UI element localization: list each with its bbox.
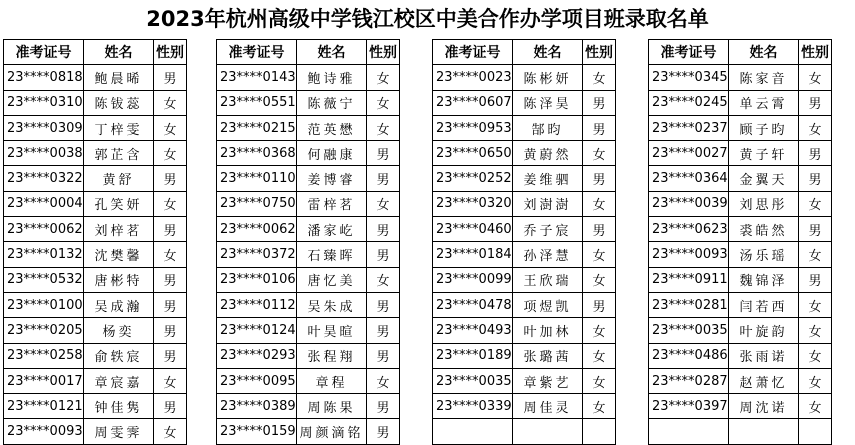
roster-table-4 xyxy=(648,39,832,445)
exam-number-cell: 23****0189 xyxy=(433,343,513,368)
gender-cell: 男 xyxy=(799,217,832,242)
exam-number-cell xyxy=(433,419,513,444)
student-name-cell: 叶加林 xyxy=(513,318,583,343)
student-name-cell: 陈泽昊 xyxy=(513,90,583,115)
gender-cell: 女 xyxy=(799,394,832,419)
gender-cell: 女 xyxy=(583,343,616,368)
student-name-cell: 陈钹蕊 xyxy=(84,90,154,115)
student-name-cell: 刘澍澍 xyxy=(513,191,583,216)
table-row xyxy=(649,343,832,368)
gender-cell: 男 xyxy=(154,343,187,368)
header-gender: 性别 xyxy=(799,40,832,65)
table-row xyxy=(433,90,616,115)
gender-cell: 男 xyxy=(799,90,832,115)
table-row xyxy=(217,292,400,317)
gender-cell: 女 xyxy=(154,90,187,115)
exam-number-cell: 23****0486 xyxy=(649,343,729,368)
exam-number-cell: 23****0112 xyxy=(217,292,297,317)
exam-number-cell: 23****0397 xyxy=(649,394,729,419)
exam-number-cell: 23****0237 xyxy=(649,115,729,140)
student-name-cell: 王欣瑞 xyxy=(513,267,583,292)
student-name-cell: 周沈诺 xyxy=(729,394,799,419)
table-row xyxy=(433,343,616,368)
student-name-cell: 鲍诗雅 xyxy=(297,65,367,90)
roster-table-1 xyxy=(3,39,187,445)
exam-number-cell xyxy=(649,419,729,444)
gender-cell: 女 xyxy=(583,368,616,393)
gender-cell xyxy=(583,419,616,444)
exam-number-cell: 23****0258 xyxy=(4,343,84,368)
gender-cell: 男 xyxy=(367,242,400,267)
header-name: 姓名 xyxy=(729,40,799,65)
exam-number-cell: 23****0184 xyxy=(433,242,513,267)
student-name-cell: 范英懋 xyxy=(297,115,367,140)
student-name-cell: 张雨诺 xyxy=(729,343,799,368)
gender-cell: 男 xyxy=(583,115,616,140)
gender-cell: 女 xyxy=(799,191,832,216)
table-row xyxy=(4,242,187,267)
table-row xyxy=(649,267,832,292)
student-name-cell: 叶昊暄 xyxy=(297,318,367,343)
student-name-cell: 周颜滴铭 xyxy=(297,419,367,444)
student-name-cell: 顾子昀 xyxy=(729,115,799,140)
exam-number-cell: 23****0245 xyxy=(649,90,729,115)
student-name-cell: 章宸嘉 xyxy=(84,368,154,393)
gender-cell: 女 xyxy=(799,368,832,393)
table-row xyxy=(649,217,832,242)
header-name: 姓名 xyxy=(297,40,367,65)
table-row xyxy=(217,419,400,444)
exam-number-cell: 23****0121 xyxy=(4,394,84,419)
student-name-cell: 黄蔚然 xyxy=(513,141,583,166)
table-row xyxy=(649,115,832,140)
student-name-cell: 沈樊馨 xyxy=(84,242,154,267)
table-row xyxy=(649,242,832,267)
table-row xyxy=(649,191,832,216)
gender-cell: 男 xyxy=(154,292,187,317)
student-name-cell: 孔笑妍 xyxy=(84,191,154,216)
table-row xyxy=(649,368,832,393)
student-name-cell: 张璐茜 xyxy=(513,343,583,368)
table-row xyxy=(4,267,187,292)
gender-cell: 男 xyxy=(367,292,400,317)
gender-cell: 男 xyxy=(154,318,187,343)
table-row xyxy=(217,90,400,115)
gender-cell: 女 xyxy=(367,65,400,90)
exam-number-cell: 23****0650 xyxy=(433,141,513,166)
student-name-cell: 黄子轩 xyxy=(729,141,799,166)
table-row xyxy=(433,242,616,267)
gender-cell: 男 xyxy=(154,65,187,90)
gender-cell: 女 xyxy=(583,242,616,267)
table-row xyxy=(217,318,400,343)
exam-number-cell: 23****0293 xyxy=(217,343,297,368)
gender-cell: 女 xyxy=(367,267,400,292)
table-row xyxy=(433,217,616,242)
gender-cell: 女 xyxy=(583,141,616,166)
exam-number-cell: 23****0062 xyxy=(217,217,297,242)
table-row xyxy=(4,419,187,444)
table-row xyxy=(433,166,616,191)
gender-cell: 男 xyxy=(367,419,400,444)
table-row xyxy=(217,191,400,216)
gender-cell: 女 xyxy=(154,368,187,393)
gender-cell: 女 xyxy=(367,90,400,115)
gender-cell: 女 xyxy=(799,292,832,317)
table-row xyxy=(649,318,832,343)
gender-cell: 女 xyxy=(583,394,616,419)
table-row xyxy=(433,115,616,140)
header-name: 姓名 xyxy=(513,40,583,65)
student-name-cell: 乔子宸 xyxy=(513,217,583,242)
gender-cell: 女 xyxy=(154,419,187,444)
student-name-cell: 周佳灵 xyxy=(513,394,583,419)
table-row xyxy=(4,115,187,140)
exam-number-cell: 23****0818 xyxy=(4,65,84,90)
student-name-cell: 孙泽慧 xyxy=(513,242,583,267)
gender-cell: 男 xyxy=(583,217,616,242)
student-name-cell: 项煜凯 xyxy=(513,292,583,317)
student-name-cell: 郭芷含 xyxy=(84,141,154,166)
student-name-cell: 俞轶宸 xyxy=(84,343,154,368)
student-name-cell: 刘梓茗 xyxy=(84,217,154,242)
student-name-cell: 周陈果 xyxy=(297,394,367,419)
student-name-cell: 张程翔 xyxy=(297,343,367,368)
gender-cell: 女 xyxy=(154,191,187,216)
student-name-cell: 赵萧忆 xyxy=(729,368,799,393)
exam-number-cell: 23****0368 xyxy=(217,141,297,166)
table-row xyxy=(217,343,400,368)
table-row xyxy=(433,141,616,166)
student-name-cell: 刘思彤 xyxy=(729,191,799,216)
exam-number-cell: 23****0035 xyxy=(649,318,729,343)
table-row xyxy=(433,394,616,419)
exam-number-cell: 23****0309 xyxy=(4,115,84,140)
exam-number-cell: 23****0093 xyxy=(649,242,729,267)
table-row xyxy=(649,419,832,444)
student-name-cell: 吴朱成 xyxy=(297,292,367,317)
table-row xyxy=(649,394,832,419)
exam-number-cell: 23****0320 xyxy=(433,191,513,216)
gender-cell: 女 xyxy=(583,65,616,90)
table-row xyxy=(217,141,400,166)
student-name-cell: 章程 xyxy=(297,368,367,393)
table-row xyxy=(4,90,187,115)
table-row xyxy=(433,292,616,317)
student-name-cell: 裘皓然 xyxy=(729,217,799,242)
exam-number-cell: 23****0389 xyxy=(217,394,297,419)
student-name-cell: 陈薇宁 xyxy=(297,90,367,115)
student-name-cell: 陈彬妍 xyxy=(513,65,583,90)
exam-number-cell: 23****0110 xyxy=(217,166,297,191)
table-row xyxy=(217,368,400,393)
student-name-cell: 姜博睿 xyxy=(297,166,367,191)
header-row xyxy=(649,40,832,65)
gender-cell: 男 xyxy=(583,292,616,317)
table-row xyxy=(433,368,616,393)
table-row xyxy=(649,90,832,115)
gender-cell: 女 xyxy=(154,242,187,267)
exam-number-cell: 23****0281 xyxy=(649,292,729,317)
header-gender: 性别 xyxy=(583,40,616,65)
student-name-cell: 姜维驷 xyxy=(513,166,583,191)
exam-number-cell: 23****0099 xyxy=(433,267,513,292)
table-row xyxy=(217,217,400,242)
exam-number-cell: 23****0039 xyxy=(649,191,729,216)
exam-number-cell: 23****0287 xyxy=(649,368,729,393)
student-name-cell: 杨奕 xyxy=(84,318,154,343)
student-name-cell: 何融康 xyxy=(297,141,367,166)
header-name: 姓名 xyxy=(84,40,154,65)
exam-number-cell: 23****0215 xyxy=(217,115,297,140)
exam-number-cell: 23****0460 xyxy=(433,217,513,242)
header-exam-number: 准考证号 xyxy=(4,40,84,65)
gender-cell: 男 xyxy=(367,394,400,419)
table-row xyxy=(649,166,832,191)
table-row xyxy=(649,141,832,166)
exam-number-cell: 23****0345 xyxy=(649,65,729,90)
exam-number-cell: 23****0252 xyxy=(433,166,513,191)
student-name-cell: 汤乐瑶 xyxy=(729,242,799,267)
table-row xyxy=(217,242,400,267)
table-row xyxy=(433,191,616,216)
gender-cell: 男 xyxy=(154,166,187,191)
header-exam-number: 准考证号 xyxy=(649,40,729,65)
gender-cell: 男 xyxy=(154,267,187,292)
gender-cell: 女 xyxy=(154,115,187,140)
student-name-cell: 郜昀 xyxy=(513,115,583,140)
table-row xyxy=(649,292,832,317)
exam-number-cell: 23****0750 xyxy=(217,191,297,216)
table-row xyxy=(4,191,187,216)
gender-cell: 男 xyxy=(799,166,832,191)
table-row xyxy=(4,343,187,368)
gender-cell: 男 xyxy=(799,141,832,166)
student-name-cell: 石臻晖 xyxy=(297,242,367,267)
table-row xyxy=(217,394,400,419)
exam-number-cell: 23****0551 xyxy=(217,90,297,115)
student-name-cell: 黄舒 xyxy=(84,166,154,191)
exam-number-cell: 23****0143 xyxy=(217,65,297,90)
gender-cell: 女 xyxy=(583,191,616,216)
exam-number-cell: 23****0132 xyxy=(4,242,84,267)
exam-number-cell: 23****0607 xyxy=(433,90,513,115)
exam-number-cell: 23****0124 xyxy=(217,318,297,343)
gender-cell: 男 xyxy=(367,166,400,191)
gender-cell: 男 xyxy=(583,90,616,115)
exam-number-cell: 23****0095 xyxy=(217,368,297,393)
exam-number-cell: 23****0205 xyxy=(4,318,84,343)
exam-number-cell: 23****0310 xyxy=(4,90,84,115)
gender-cell: 男 xyxy=(154,394,187,419)
exam-number-cell: 23****0017 xyxy=(4,368,84,393)
student-name-cell: 雷梓茗 xyxy=(297,191,367,216)
roster-table-2 xyxy=(216,39,400,445)
table-row xyxy=(217,65,400,90)
student-name-cell: 鲍晨晞 xyxy=(84,65,154,90)
gender-cell: 女 xyxy=(799,318,832,343)
gender-cell: 女 xyxy=(367,191,400,216)
gender-cell xyxy=(799,419,832,444)
table-row xyxy=(433,419,616,444)
gender-cell: 女 xyxy=(799,115,832,140)
gender-cell: 男 xyxy=(799,267,832,292)
student-name-cell: 丁梓雯 xyxy=(84,115,154,140)
page-title: 2023年杭州高级中学钱江校区中美合作办学项目班录取名单 xyxy=(146,7,709,31)
exam-number-cell: 23****0159 xyxy=(217,419,297,444)
table-row xyxy=(4,217,187,242)
exam-number-cell: 23****0062 xyxy=(4,217,84,242)
exam-number-cell: 23****0023 xyxy=(433,65,513,90)
exam-number-cell: 23****0623 xyxy=(649,217,729,242)
gender-cell: 女 xyxy=(367,115,400,140)
exam-number-cell: 23****0106 xyxy=(217,267,297,292)
table-row xyxy=(4,292,187,317)
header-row xyxy=(217,40,400,65)
student-name-cell: 潘家屹 xyxy=(297,217,367,242)
student-name-cell: 唐忆美 xyxy=(297,267,367,292)
exam-number-cell: 23****0911 xyxy=(649,267,729,292)
student-name-cell: 魏锦泽 xyxy=(729,267,799,292)
table-row xyxy=(4,318,187,343)
gender-cell: 女 xyxy=(154,141,187,166)
gender-cell: 男 xyxy=(367,217,400,242)
exam-number-cell: 23****0364 xyxy=(649,166,729,191)
table-row xyxy=(433,318,616,343)
table-row xyxy=(433,267,616,292)
header-exam-number: 准考证号 xyxy=(217,40,297,65)
table-row xyxy=(433,65,616,90)
table-row xyxy=(217,267,400,292)
exam-number-cell: 23****0035 xyxy=(433,368,513,393)
table-row xyxy=(649,65,832,90)
student-name-cell: 陈家音 xyxy=(729,65,799,90)
gender-cell: 女 xyxy=(583,267,616,292)
student-name-cell: 唐彬特 xyxy=(84,267,154,292)
table-row xyxy=(217,115,400,140)
gender-cell: 女 xyxy=(583,318,616,343)
exam-number-cell: 23****0372 xyxy=(217,242,297,267)
table-row xyxy=(4,141,187,166)
student-name-cell: 吴成瀚 xyxy=(84,292,154,317)
exam-number-cell: 23****0532 xyxy=(4,267,84,292)
header-row xyxy=(433,40,616,65)
gender-cell: 男 xyxy=(154,217,187,242)
student-name-cell xyxy=(513,419,583,444)
header-gender: 性别 xyxy=(367,40,400,65)
student-name-cell: 单云霄 xyxy=(729,90,799,115)
gender-cell: 女 xyxy=(799,65,832,90)
gender-cell: 女 xyxy=(799,242,832,267)
header-row xyxy=(4,40,187,65)
table-row xyxy=(4,368,187,393)
roster-table-3 xyxy=(432,39,616,445)
student-name-cell: 章紫艺 xyxy=(513,368,583,393)
exam-number-cell: 23****0038 xyxy=(4,141,84,166)
table-row xyxy=(217,166,400,191)
exam-number-cell: 23****0004 xyxy=(4,191,84,216)
exam-number-cell: 23****0478 xyxy=(433,292,513,317)
exam-number-cell: 23****0027 xyxy=(649,141,729,166)
student-name-cell: 叶旋韵 xyxy=(729,318,799,343)
student-name-cell xyxy=(729,419,799,444)
gender-cell: 女 xyxy=(799,343,832,368)
student-name-cell: 钟佳隽 xyxy=(84,394,154,419)
gender-cell: 女 xyxy=(367,368,400,393)
gender-cell: 男 xyxy=(367,141,400,166)
exam-number-cell: 23****0339 xyxy=(433,394,513,419)
gender-cell: 男 xyxy=(367,343,400,368)
exam-number-cell: 23****0322 xyxy=(4,166,84,191)
exam-number-cell: 23****0493 xyxy=(433,318,513,343)
gender-cell: 男 xyxy=(583,166,616,191)
student-name-cell: 金翼天 xyxy=(729,166,799,191)
header-gender: 性别 xyxy=(154,40,187,65)
student-name-cell: 周雯霁 xyxy=(84,419,154,444)
exam-number-cell: 23****0953 xyxy=(433,115,513,140)
table-row xyxy=(4,394,187,419)
exam-number-cell: 23****0093 xyxy=(4,419,84,444)
header-exam-number: 准考证号 xyxy=(433,40,513,65)
student-name-cell: 闫若西 xyxy=(729,292,799,317)
table-row xyxy=(4,166,187,191)
exam-number-cell: 23****0100 xyxy=(4,292,84,317)
table-row xyxy=(4,65,187,90)
gender-cell: 男 xyxy=(367,318,400,343)
